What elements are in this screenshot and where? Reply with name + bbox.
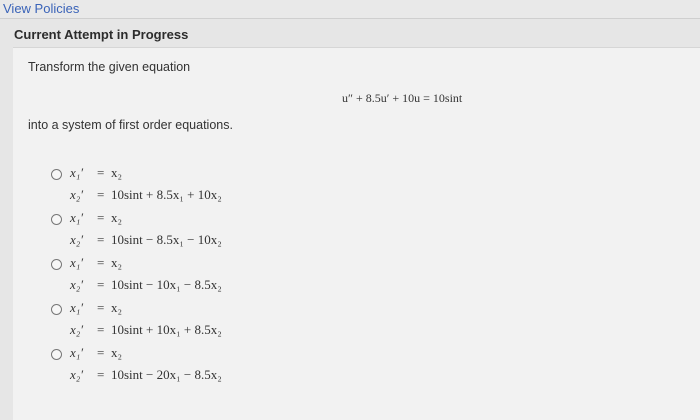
- equals-sign: =: [97, 165, 105, 180]
- rhs-term: x₂: [111, 300, 123, 315]
- given-equation: u″ + 8.5u′ + 10u = 10sint: [342, 91, 463, 105]
- equals-sign: =: [97, 255, 105, 270]
- question-panel: [13, 47, 700, 420]
- lhs-term: x₂′: [70, 367, 84, 382]
- option-line-2: [51, 275, 311, 297]
- lhs-term: x₁′: [70, 210, 84, 225]
- option-line-1: [51, 343, 311, 365]
- lhs-term: x₂′: [70, 232, 84, 247]
- equals-sign: =: [97, 367, 105, 382]
- option-line-1: [51, 208, 311, 230]
- equals-sign: =: [97, 300, 105, 315]
- answer-option-5[interactable]: [51, 343, 311, 388]
- lhs-term: x₂′: [70, 322, 84, 337]
- equals-sign: =: [97, 322, 105, 337]
- option-line-2: [51, 320, 311, 342]
- equals-sign: =: [97, 277, 105, 292]
- lhs-term: x₂′: [70, 187, 84, 202]
- attempt-title: Current Attempt in Progress: [14, 27, 189, 42]
- option-line-2: [51, 230, 311, 252]
- view-policies-link[interactable]: View Policies: [3, 1, 80, 16]
- top-bar: [0, 0, 700, 19]
- rhs-term: x₂: [111, 165, 123, 180]
- rhs-term: 10sint − 8.5x₁ − 10x₂: [111, 232, 222, 247]
- lhs-term: x₁′: [70, 165, 84, 180]
- option-line-2: [51, 185, 311, 207]
- rhs-term: 10sint − 20x₁ − 8.5x₂: [111, 367, 222, 382]
- lhs-term: x₁′: [70, 300, 84, 315]
- rhs-term: x₂: [111, 255, 123, 270]
- prompt-text-continued: into a system of first order equations.: [28, 118, 233, 132]
- option-line-1: [51, 163, 311, 185]
- answer-options: [51, 163, 311, 388]
- rhs-term: 10sint + 8.5x₁ + 10x₂: [111, 187, 222, 202]
- lhs-term: x₂′: [70, 277, 84, 292]
- rhs-term: x₂: [111, 345, 123, 360]
- answer-option-4[interactable]: [51, 298, 311, 343]
- prompt-text: Transform the given equation: [28, 60, 191, 74]
- equals-sign: =: [97, 187, 105, 202]
- rhs-term: 10sint + 10x₁ + 8.5x₂: [111, 322, 222, 337]
- answer-option-1[interactable]: [51, 163, 311, 208]
- equals-sign: =: [97, 345, 105, 360]
- answer-option-3[interactable]: [51, 253, 311, 298]
- rhs-term: 10sint − 10x₁ − 8.5x₂: [111, 277, 222, 292]
- option-line-2: [51, 365, 311, 387]
- lhs-term: x₁′: [70, 255, 84, 270]
- rhs-term: x₂: [111, 210, 123, 225]
- equals-sign: =: [97, 232, 105, 247]
- answer-option-2[interactable]: [51, 208, 311, 253]
- option-line-1: [51, 253, 311, 275]
- equals-sign: =: [97, 210, 105, 225]
- lhs-term: x₁′: [70, 345, 84, 360]
- option-line-1: [51, 298, 311, 320]
